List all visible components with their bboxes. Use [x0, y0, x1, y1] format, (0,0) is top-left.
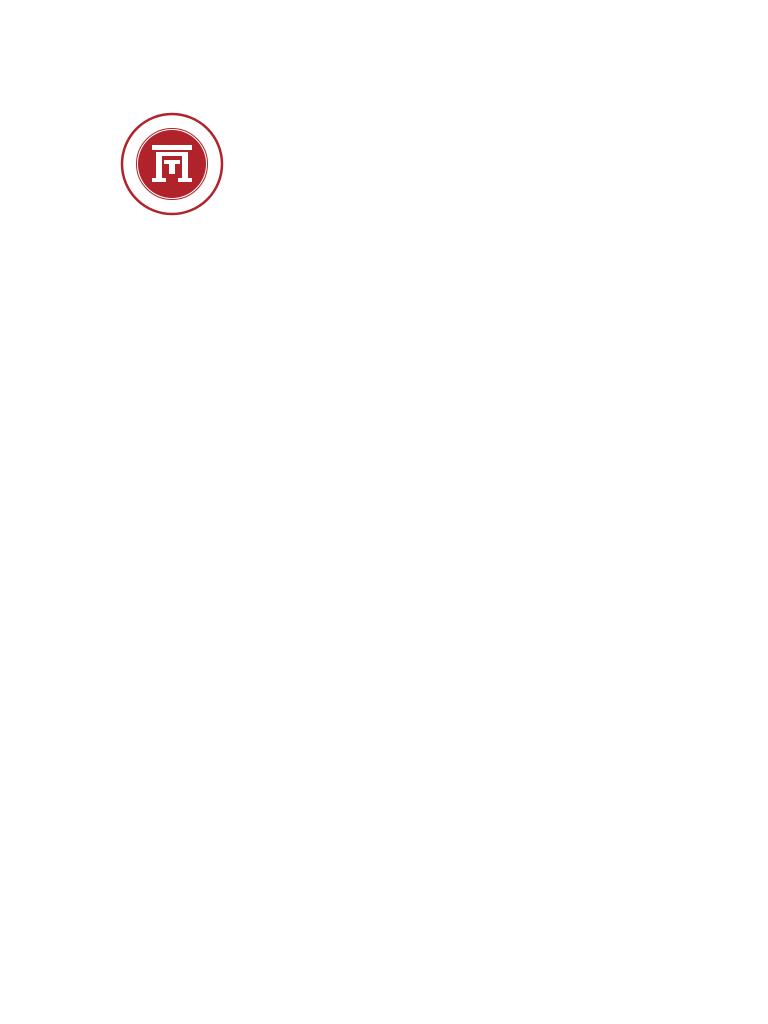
university-name-chinese — [252, 120, 612, 200]
university-header — [120, 112, 620, 232]
university-seal-icon — [120, 112, 224, 216]
